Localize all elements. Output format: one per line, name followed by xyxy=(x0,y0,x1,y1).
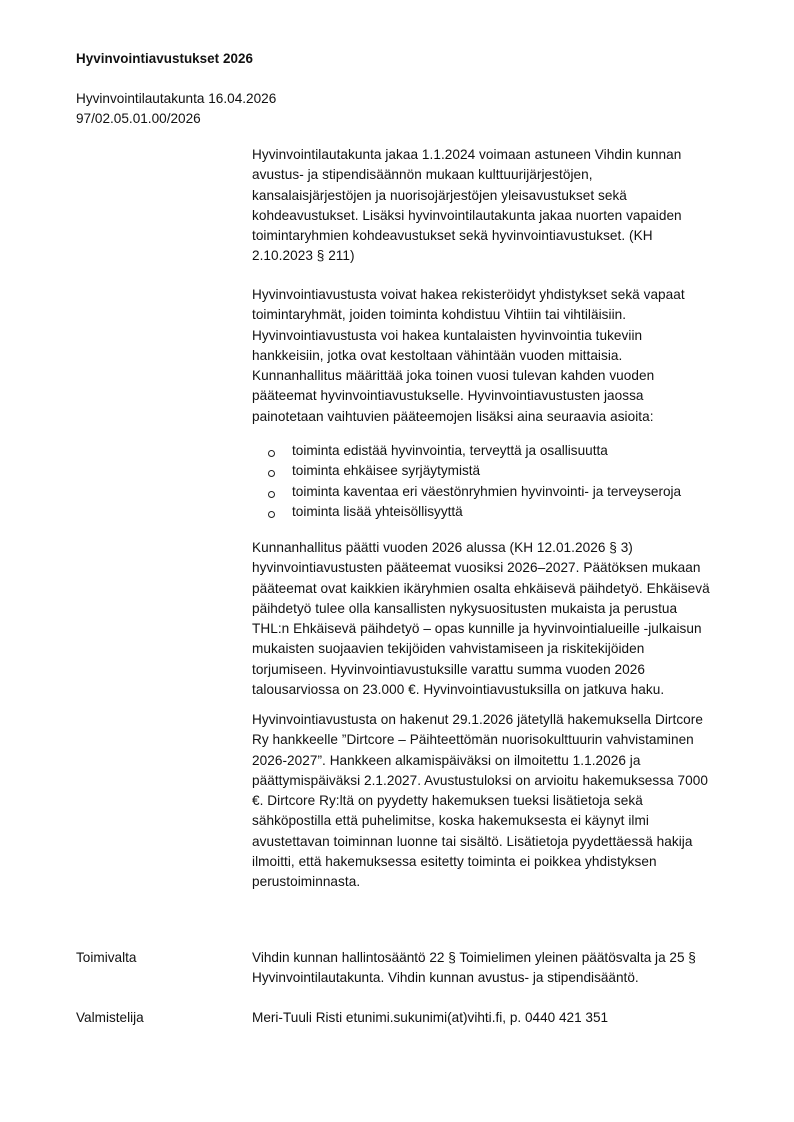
field-label: Valmistelija xyxy=(76,1010,144,1025)
text-line: hyvinvointiavustusten pääteemat vuosiksi 2026–2027. Päätöksen mukaan xyxy=(252,560,701,576)
text-line: painotetaan vaihtuvien pääteemojen lisäksi aina seuraavia asioita: xyxy=(252,408,654,424)
text-line: Kunnanhallitus määrittää joka toinen vuosi tulevan kahden vuoden xyxy=(252,368,655,384)
field-value xyxy=(252,948,696,989)
text-line: THL:n Ehkäisevä päihdetyö – opas kunnille ja hyvinvointialueille -julkaisun xyxy=(252,621,702,637)
text-line: 2026-2027”. Hankkeen alkamispäiväksi on ilmoitettu 1.1.2026 ja xyxy=(252,752,641,768)
text-line: päättymispäiväksi 2.1.2027. Avustustuloksi on arvioitu hakemuksessa 7000 xyxy=(252,772,708,788)
text-line: avustus- ja stipendisäännön mukaan kulttuurijärjestöjen, xyxy=(252,167,593,183)
text-line: toimintaryhmät, joiden toiminta kohdistuu Vihtiin tai vihtiläisiin. xyxy=(252,307,627,323)
field-label: Toimivalta xyxy=(76,950,137,965)
hollow-circle-bullet-icon xyxy=(252,441,292,461)
text-line: avustettavan toiminnan luonne tai sisältö. Lisätietoja pyydettäessä hakija xyxy=(252,833,693,849)
text-line: Vihdin kunnan hallintosääntö 22 § Toimielimen yleinen päätösvalta ja 25 § xyxy=(252,950,696,965)
list-item-text: toiminta edistää hyvinvointia, terveyttä ja osallisuutta xyxy=(292,443,608,458)
paragraph-intro xyxy=(252,145,742,267)
paragraph-eligibility xyxy=(252,285,742,427)
text-line: Hyvinvointiavustusta on hakenut 29.1.2026 jätetyllä hakemuksella Dirtcore xyxy=(252,712,703,727)
text-line: kansalaisjärjestöjen ja nuorisojärjestöjen yleisavustukset sekä xyxy=(252,187,627,203)
text-line: Hyvinvointiavustusta voi hakea kuntalaisten hyvinvointia tukeviin xyxy=(252,327,643,343)
text-line: Hyvinvointilautakunta jakaa 1.1.2024 voimaan astuneen Vihdin kunnan xyxy=(252,147,682,162)
text-line: €. Dirtcore Ry:ltä on pyydetty hakemuksen tueksi lisätietoja sekä xyxy=(252,793,643,809)
text-line: ilmoitti, että hakemuksessa esitetty toiminta ei poikkea yhdistyksen xyxy=(252,854,657,870)
text-line: hankkeisiin, jotka ovat kestoltaan vähintään vuoden mittaisia. xyxy=(252,347,623,363)
document-meta xyxy=(76,89,276,129)
text-line: sähköpostilla että puhelimitse, koska hakemuksesta ei käynyt ilmi xyxy=(252,813,649,829)
text-line: Hyvinvointiavustusta voivat hakea rekisteröidyt yhdistykset sekä vapaat xyxy=(252,287,685,302)
text-line: talousarviossa on 23.000 €. Hyvinvointiavustuksilla on jatkuva haku. xyxy=(252,682,665,698)
text-line: mukaisten suojaavien tekijöiden vahvistamiseen ja riskitekijöiden xyxy=(252,641,645,657)
text-line: päihdetyö tulee olla kansallisten nykysuositusten mukaista ja perustua xyxy=(252,600,678,616)
text-line: kohdeavustukset. Lisäksi hyvinvointilautakunta jakaa nuorten vapaiden xyxy=(252,207,682,223)
list-item xyxy=(252,441,681,461)
text-line: torjumiseen. Hyvinvointiavustuksille varattu summa vuoden 2026 xyxy=(252,661,645,677)
list-item xyxy=(252,482,681,502)
hollow-circle-bullet-icon xyxy=(252,502,292,522)
hollow-circle-bullet-icon xyxy=(252,461,292,481)
field-value: Meri-Tuuli Risti etunimi.sukunimi(at)vihti.fi, p. 0440 421 351 xyxy=(252,1010,609,1025)
text-line: pääteemat hyvinvointiavustukselle. Hyvinvointiavustusten jaossa xyxy=(252,388,644,404)
text-line: Hyvinvointilautakunta. Vihdin kunnan avustus- ja stipendisääntö. xyxy=(252,970,639,986)
list-item xyxy=(252,502,681,522)
list-item-text: toiminta lisää yhteisöllisyyttä xyxy=(292,503,463,519)
list-item-text: toiminta kaventaa eri väestönryhmien hyvinvointi- ja terveyseroja xyxy=(292,483,682,499)
list-item-text: toiminta ehkäisee syrjäytymistä xyxy=(292,463,481,479)
text-line: pääteemat ovat kaikkien ikäryhmien osalta ehkäisevä päihdetyö. Ehkäisevä xyxy=(252,580,710,596)
text-line: Ry hankkeelle ”Dirtcore – Päihteettömän nuorisokulttuurin vahvistaminen xyxy=(252,732,694,748)
reference-number: 97/02.05.01.00/2026 xyxy=(76,111,201,126)
text-line: 2.10.2023 § 211) xyxy=(252,248,355,264)
criteria-bullet-list xyxy=(252,441,681,522)
text-line: toimintaryhmien kohdeavustukset sekä hyvinvointiavustukset. (KH xyxy=(252,228,653,244)
list-item xyxy=(252,461,681,481)
document-title: Hyvinvointiavustukset 2026 xyxy=(76,51,253,66)
paragraph-application xyxy=(252,710,742,893)
hollow-circle-bullet-icon xyxy=(252,482,292,502)
text-line: perustoiminnasta. xyxy=(252,874,361,890)
paragraph-main-themes xyxy=(252,538,742,700)
meeting-body-and-date: Hyvinvointilautakunta 16.04.2026 xyxy=(76,91,277,106)
text-line: Kunnanhallitus päätti vuoden 2026 alussa (KH 12.01.2026 § 3) xyxy=(252,540,633,555)
